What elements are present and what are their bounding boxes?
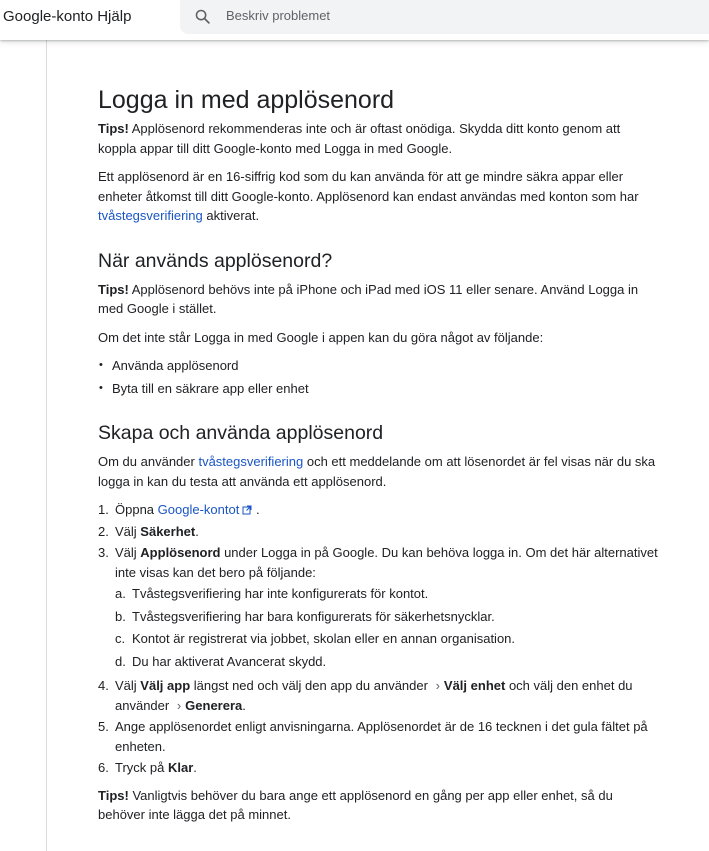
item-letter: c. <box>115 631 126 646</box>
step-number: 4. <box>98 678 109 693</box>
list-item: • Använda applösenord <box>98 356 658 376</box>
step-text: Välj <box>115 523 141 539</box>
intro-tail: aktiverat. <box>202 208 260 223</box>
item-text: Tvåstegsverifiering har inte konfigurerats för kontot. <box>132 586 429 601</box>
tip-label: Tips! <box>98 787 129 803</box>
top-bar <box>0 0 709 40</box>
step-bold: Generera <box>185 697 243 713</box>
list-item: • Byta till en säkrare app eller enhet <box>98 379 658 399</box>
item-text: Du har aktiverat Avancerat skydd. <box>132 653 327 669</box>
step-bold: Välj enhet <box>443 678 506 693</box>
step-text: Välj <box>115 678 141 693</box>
item-text: Kontot är registrerat via jobbet, skolan eller en annan organisation. <box>132 631 516 646</box>
step-number: 1. <box>98 502 109 517</box>
item-letter: b. <box>115 608 126 624</box>
item-letter: d. <box>115 653 126 669</box>
step-text: . <box>242 697 246 713</box>
step-number: 5. <box>98 719 109 734</box>
step-text: Tryck på <box>115 760 168 775</box>
step-number: 6. <box>98 760 109 775</box>
step-item <box>98 717 658 756</box>
chevron-right-icon: › <box>176 697 182 713</box>
tip-text: Applösenord rekommenderas inte och är oftast onödiga. Skydda ditt konto genom att koppla appar till ditt Google-konto med Logga in med Google. <box>98 121 621 156</box>
tip-label: Tips! <box>98 281 129 297</box>
intro-text: Ett applösenord är en 16-siffrig kod som du kan använda för att ge mindre säkra appar eller enheter åtkomst till ditt Google-konto. Applösenord kan endast användas med konton som har <box>98 169 639 204</box>
paragraph-text: Om du använder <box>98 454 199 469</box>
search-box[interactable] <box>180 0 709 34</box>
reasons-list <box>115 584 658 671</box>
step-text: . <box>193 760 197 775</box>
list-item <box>115 629 658 649</box>
step-bold: Välj app <box>140 678 191 693</box>
step-item <box>98 543 658 671</box>
tip-label: Tips! <box>98 121 129 136</box>
intro-paragraph <box>98 167 658 226</box>
list-item <box>115 607 658 627</box>
step-bold: Säkerhet <box>140 523 196 539</box>
two-step-verification-link[interactable]: tvåstegsverifiering <box>198 454 304 469</box>
section-heading-create: Skapa och använda applösenord <box>98 422 384 444</box>
section-paragraph <box>98 452 658 491</box>
step-bold: Applösenord <box>140 545 221 560</box>
tip-paragraph <box>98 786 658 825</box>
tip-text: Vanligtvis behöver du bara ange ett applösenord en gång per app eller enhet, så du behöver inte lägga det på minnet. <box>98 787 613 822</box>
steps-list <box>98 500 658 778</box>
page-title: Logga in med applösenord <box>98 86 395 114</box>
step-item <box>98 522 658 542</box>
item-letter: a. <box>115 586 126 601</box>
step-number: 2. <box>98 523 109 539</box>
section-heading-when: När används applösenord? <box>98 249 333 272</box>
chevron-right-icon: › <box>435 678 440 693</box>
step-text: Öppna <box>115 502 158 517</box>
step-item <box>98 676 658 715</box>
step-text: . <box>252 502 260 517</box>
left-divider <box>46 40 47 851</box>
paragraph-text: och ett meddelande om att lösenordet är fel visas när du ska logga in kan du testa att använda ett applösenord. <box>98 454 656 489</box>
item-text: Tvåstegsverifiering har bara konfigurerats för säkerhetsnycklar. <box>132 608 495 624</box>
list-item <box>115 584 658 604</box>
step-text: Välj <box>115 545 141 560</box>
step-text: . <box>195 523 199 539</box>
step-text: Ange applösenordet enligt anvisningarna. Applösenordet är de 16 tecknen i det gula fältet på enheten. <box>115 719 648 754</box>
step-bold: Klar <box>167 760 194 775</box>
step-text: och välj den enhet du använder <box>115 678 633 713</box>
article <box>98 84 658 834</box>
external-link-icon <box>242 505 252 515</box>
section-paragraph: Om det inte står Logga in med Google i appen kan du göra något av följande: <box>98 329 544 345</box>
help-center-title[interactable]: Google-konto Hjälp <box>3 8 132 25</box>
step-item <box>98 500 658 520</box>
list-item <box>115 652 658 672</box>
search-icon[interactable] <box>194 8 211 25</box>
search-input[interactable]: Beskriv problemet <box>226 8 331 23</box>
tip-text: Applösenord behövs inte på iPhone och iPad med iOS 11 eller senare. Använd Logga in med Google i stället. <box>98 281 639 316</box>
step-number: 3. <box>98 545 109 560</box>
step-item <box>98 758 658 778</box>
options-list <box>98 356 658 398</box>
two-step-verification-link[interactable]: tvåstegsverifiering <box>98 208 203 223</box>
google-account-link[interactable] <box>158 502 253 517</box>
step-text: längst ned och välj den app du använder <box>190 678 432 693</box>
tip-paragraph <box>98 280 658 319</box>
tip-paragraph <box>98 119 658 158</box>
link-text[interactable]: Google-kontot <box>157 502 240 517</box>
step-text: under Logga in på Google. Du kan behöva logga in. Om det här alternativet inte visas kan det bero på följande: <box>115 545 658 580</box>
